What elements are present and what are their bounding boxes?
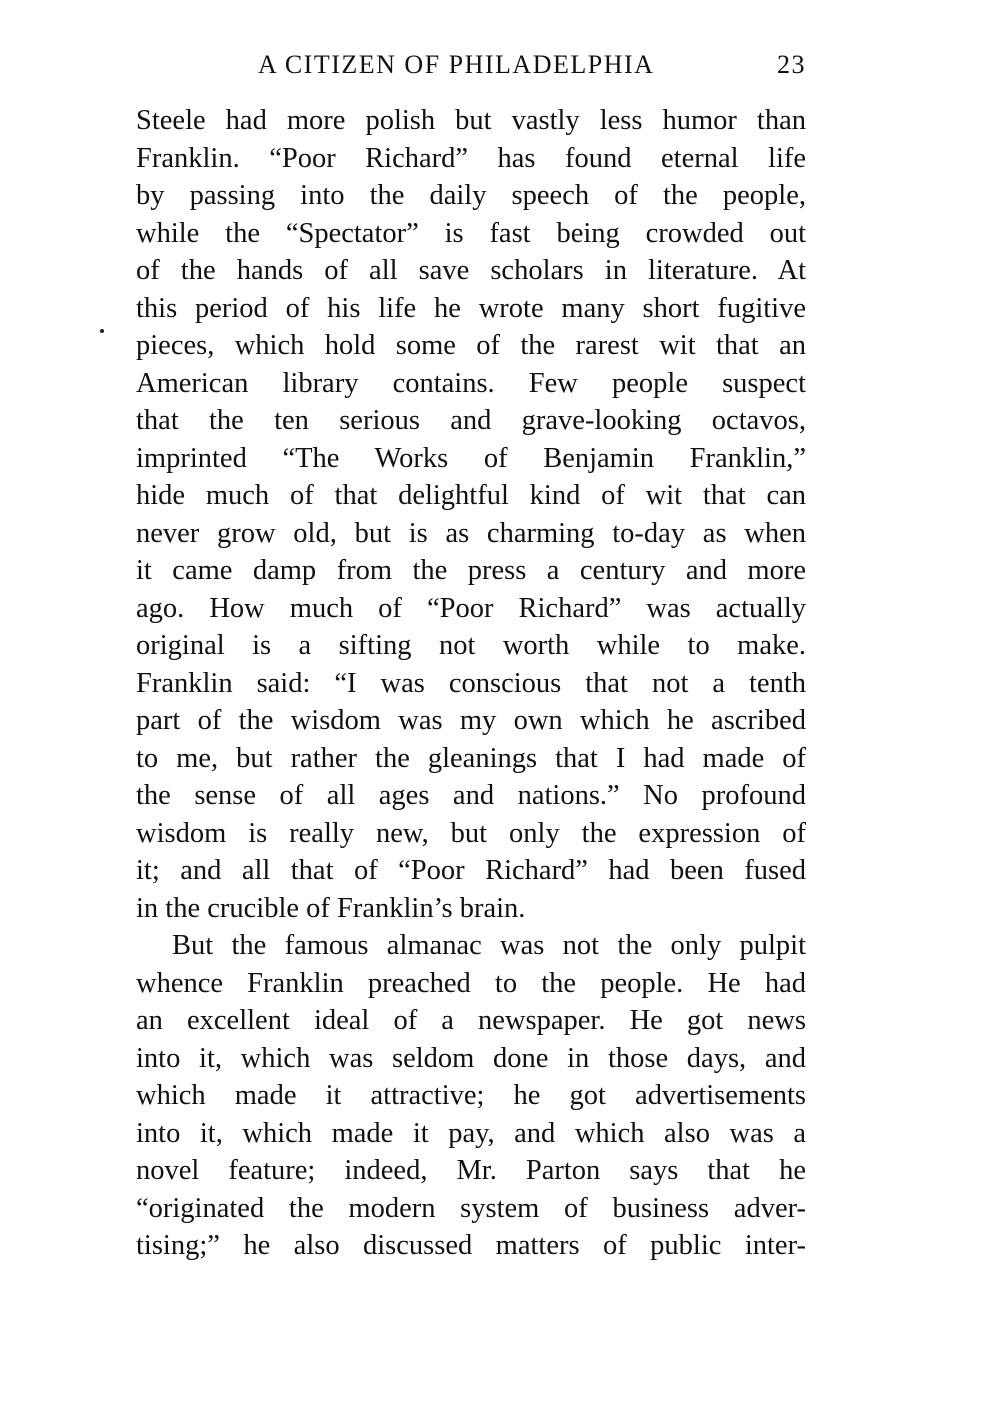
text-line: never grow old, but is as charming to-day as when bbox=[136, 517, 806, 549]
body-text bbox=[136, 102, 806, 1265]
text-line: while the “Spectator” is fast being crowded out bbox=[136, 217, 806, 249]
text-line: in the crucible of Franklin’s brain. bbox=[136, 892, 526, 924]
text-line: it came damp from the press a century and more bbox=[136, 555, 806, 586]
text-line: Franklin said: “I was conscious that not a tenth bbox=[136, 667, 806, 699]
text-line: the sense of all ages and nations.” No profound bbox=[136, 780, 806, 811]
text-line: American library contains. Few people suspect bbox=[136, 367, 806, 399]
text-line: which made it attractive; he got advertisements bbox=[136, 1080, 806, 1111]
text-line: imprinted “The Works of Benjamin Franklin,” bbox=[136, 442, 806, 474]
paragraph-2 bbox=[136, 927, 806, 1265]
paragraph-1 bbox=[136, 102, 806, 927]
text-line: tising;” he also discussed matters of public inter- bbox=[136, 1230, 806, 1261]
text-line: that the ten serious and grave-looking octavos, bbox=[136, 405, 806, 436]
text-line: of the hands of all save scholars in literature. At bbox=[136, 255, 806, 286]
text-line: by passing into the daily speech of the people, bbox=[136, 180, 806, 211]
text-line: hide much of that delightful kind of wit that can bbox=[136, 480, 806, 511]
text-line: into it, which was seldom done in those days, and bbox=[136, 1042, 806, 1074]
text-line: Steele had more polish but vastly less humor than bbox=[136, 105, 806, 136]
page-number: 23 bbox=[777, 50, 806, 79]
text-line: novel feature; indeed, Mr. Parton says that he bbox=[136, 1155, 806, 1186]
text-line: an excellent ideal of a newspaper. He got news bbox=[136, 1005, 806, 1036]
text-line: whence Franklin preached to the people. He had bbox=[136, 967, 806, 999]
running-title: A CITIZEN OF PHILADELPHIA bbox=[258, 50, 655, 79]
text-line: “originated the modern system of business adver- bbox=[136, 1192, 806, 1224]
text-line: Franklin. “Poor Richard” has found eternal life bbox=[136, 142, 806, 174]
stray-ink-mark bbox=[100, 329, 104, 333]
text-line: pieces, which hold some of the rarest wit that an bbox=[136, 330, 806, 361]
running-head bbox=[136, 50, 806, 86]
text-line: to me, but rather the gleanings that I had made of bbox=[136, 742, 806, 774]
text-line: into it, which made it pay, and which also was a bbox=[136, 1117, 806, 1149]
text-line: part of the wisdom was my own which he ascribed bbox=[136, 705, 806, 736]
text-line: wisdom is really new, but only the expression of bbox=[136, 817, 806, 849]
text-line: original is a sifting not worth while to make. bbox=[136, 630, 806, 661]
text-line: it; and all that of “Poor Richard” had been fused bbox=[136, 855, 806, 886]
text-line: ago. How much of “Poor Richard” was actually bbox=[136, 592, 806, 624]
text-line: But the famous almanac was not the only pulpit bbox=[172, 930, 806, 961]
text-line: this period of his life he wrote many short fugitive bbox=[136, 292, 806, 324]
